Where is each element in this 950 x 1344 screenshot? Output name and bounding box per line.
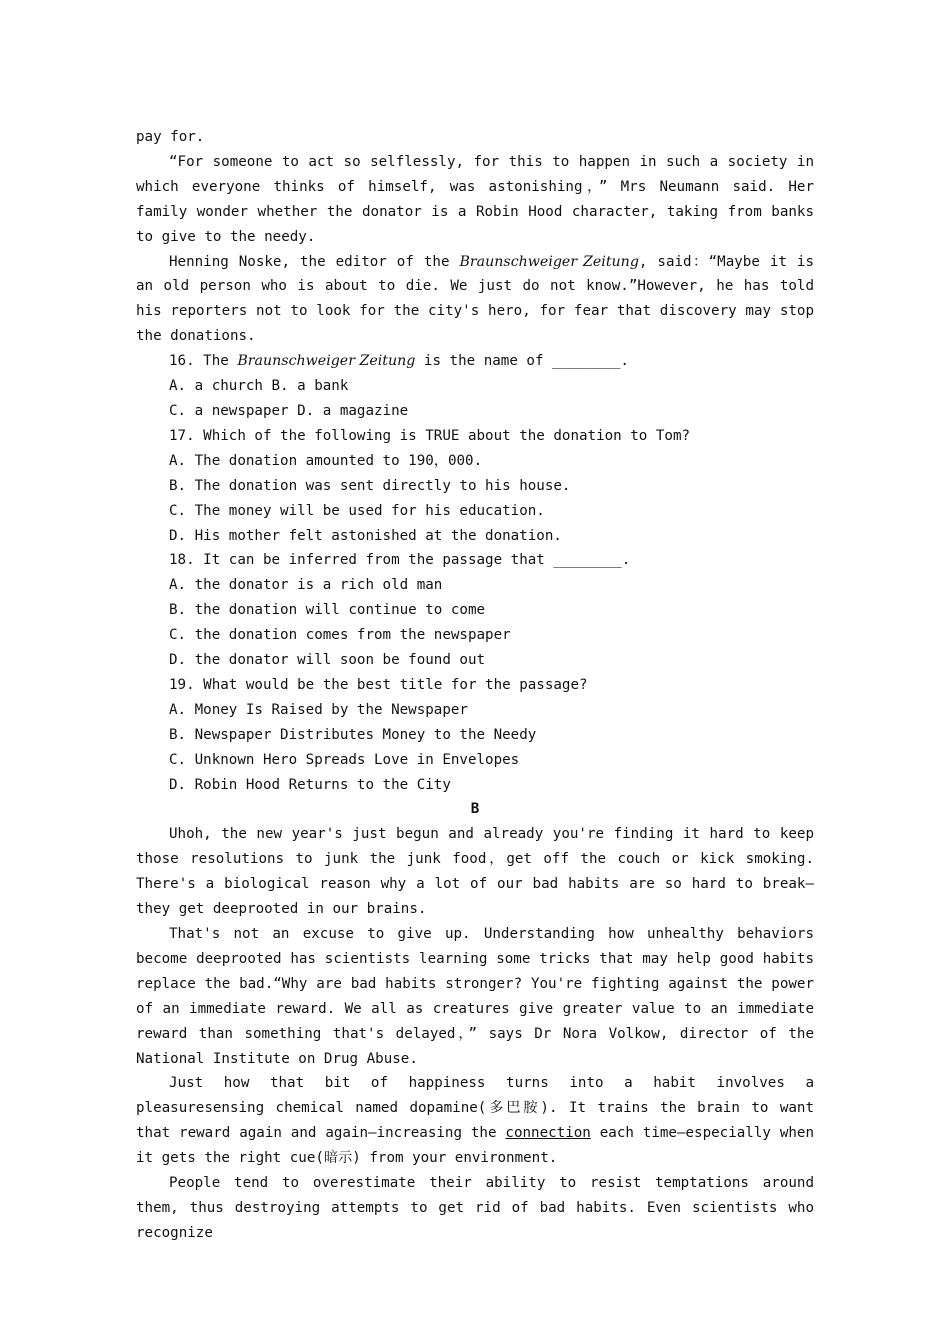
paragraph-b3: Just how that bit of happiness turns into a habit involves a pleasuresensing chemical named dopamine(多巴胺). It trains the brain to want that reward again and again—increasing the connection each time—especially when it gets the right cue(暗示) from your environment. (136, 1075, 814, 1167)
paragraph-henning-noske: Henning Noske, the editor of the Braunschweiger Zeitung, said：“Maybe it is an old person who is about to die. We just do not know.”However, he has told his reporters not to look for the city's hero, for fear that discovery may stop the donations. (136, 253, 814, 345)
paragraph-b2: That's not an excuse to give up. Understanding how unhealthy behaviors become deeprooted has scientists learning some tricks that may help good habits replace the bad.“Why are bad habits stronger? You're fighting against the power of an immediate reward. We all as creatures give greater value to an immediate reward than something that's delayed，” says Dr Nora Volkow, director of the National Institute on Drug Abuse. (136, 926, 814, 1067)
q18-option-c: C. the donation comes from the newspaper (169, 627, 511, 644)
text-body (136, 125, 814, 1246)
question-17: 17. Which of the following is TRUE about the donation to Tom? (169, 427, 691, 444)
q17-option-b: B. The donation was sent directly to his house. (169, 477, 571, 494)
section-heading-b: B (470, 801, 480, 818)
newspaper-name: Braunschweiger Zeitung (459, 253, 639, 270)
q18-option-a: A. the donator is a rich old man (169, 577, 443, 594)
q16-options-ab: A. a church B. a bank (169, 378, 349, 395)
question-16: 16. The Braunschweiger Zeitung is the name of ________. (169, 353, 629, 370)
q18-option-b: B. the donation will continue to come (169, 602, 486, 619)
newspaper-name: Braunschweiger Zeitung (237, 353, 416, 370)
q17-option-d: D. His mother felt astonished at the donation. (169, 527, 562, 544)
paragraph-continuation: pay for. (136, 129, 205, 145)
paragraph-b1: Uhoh, the new year's just begun and already you're finding it hard to keep those resolutions to junk the junk food，get off the couch or kick smoking. There's a biological reason why a lot of our bad habits are so hard to break—they get deeprooted in our brains. (136, 826, 814, 918)
q17-option-c: C. The money will be used for his education. (169, 502, 545, 519)
q18-option-d: D. the donator will soon be found out (169, 652, 486, 669)
q19-option-d: D. Robin Hood Returns to the City (169, 776, 451, 793)
paragraph-b4: People tend to overestimate their ability to resist temptations around them, thus destroying attempts to get rid of bad habits. Even scientists who recognize (136, 1175, 814, 1241)
paragraph-quote-neumann: “For someone to act so selflessly, for this to happen in such a society in which everyone thinks of himself, was astonishing，” Mrs Neumann said. Her family wonder whether the donator is a Robin Hood character, taking from banks to give to the needy. (136, 153, 814, 245)
underlined-word-connection: connection (505, 1125, 591, 1142)
q17-option-a: A. The donation amounted to 190，000. (169, 452, 483, 469)
question-19: 19. What would be the best title for the passage? (169, 676, 588, 693)
q19-option-c: C. Unknown Hero Spreads Love in Envelopes (169, 751, 520, 768)
q19-option-b: B. Newspaper Distributes Money to the Needy (169, 726, 537, 743)
question-18: 18. It can be inferred from the passage that ________. (169, 552, 631, 569)
q16-options-cd: C. a newspaper D. a magazine (169, 402, 409, 419)
q19-option-a: A. Money Is Raised by the Newspaper (169, 701, 468, 718)
